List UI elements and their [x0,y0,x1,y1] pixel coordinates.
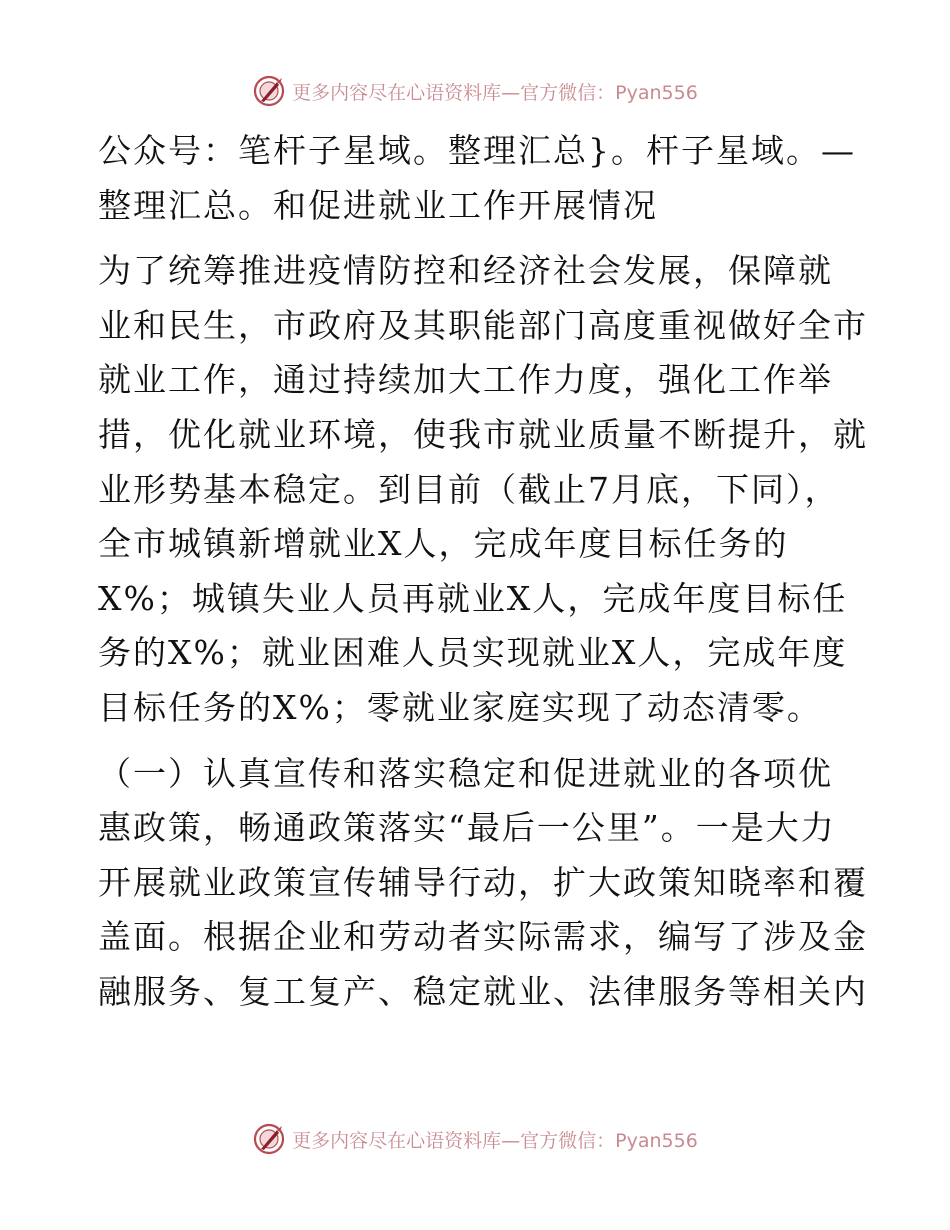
text-line: （一）认真宣传和落实稳定和促进就业的各项优 [98,753,833,793]
document-body [98,124,868,1020]
text-line: 融服务、复工复产、稳定就业、法律服务等相关内 [98,971,868,1011]
text-line: 业和民生，市政府及其职能部门高度重视做好全市 [98,305,868,345]
text-line: X%；城镇失业人员再就业X人，完成年度目标任 [98,578,848,618]
text-line: 目标任务的X%；零就业家庭实现了动态清零。 [98,687,822,727]
text-line: 业形势基本稳定。到目前（截止7月底，下同）， [98,469,840,509]
text-line: 全市城镇新增就业X人，完成年度目标任务的 [98,524,789,564]
quill-pen-seal-icon [252,74,286,108]
paragraph-intro [98,244,868,735]
text-line: 为了统筹推进疫情防控和经济社会发展，保障就 [98,251,833,291]
quill-pen-seal-icon [252,1122,286,1156]
watermark-header [0,74,950,108]
text-line: 务的X%；就业困难人员实现就业X人，完成年度 [98,633,848,673]
watermark-footer [0,1122,950,1156]
watermark-text: 更多内容尽在心语资料库—官方微信：Pyan556 [292,81,698,104]
text-line: 盖面。根据企业和劳动者实际需求，编写了涉及金 [98,917,868,957]
text-line: 整理汇总。和促进就业工作开展情况 [98,185,658,225]
watermark-text: 更多内容尽在心语资料库—官方微信：Pyan556 [292,1129,698,1152]
text-line: 就业工作，通过持续加大工作力度，强化工作举 [98,360,833,400]
text-line: 惠政策，畅通政策落实“最后一公里”。一是大力 [98,808,836,848]
text-line: 公众号：笔杆子星域。整理汇总}。杆子星域。— [98,131,856,170]
paragraph-title [98,124,858,233]
text-line: 开展就业政策宣传辅导行动，扩大政策知晓率和覆 [98,862,868,902]
text-line: 措，优化就业环境，使我市就业质量不断提升，就 [98,414,868,454]
paragraph-section-1 [98,747,868,1020]
